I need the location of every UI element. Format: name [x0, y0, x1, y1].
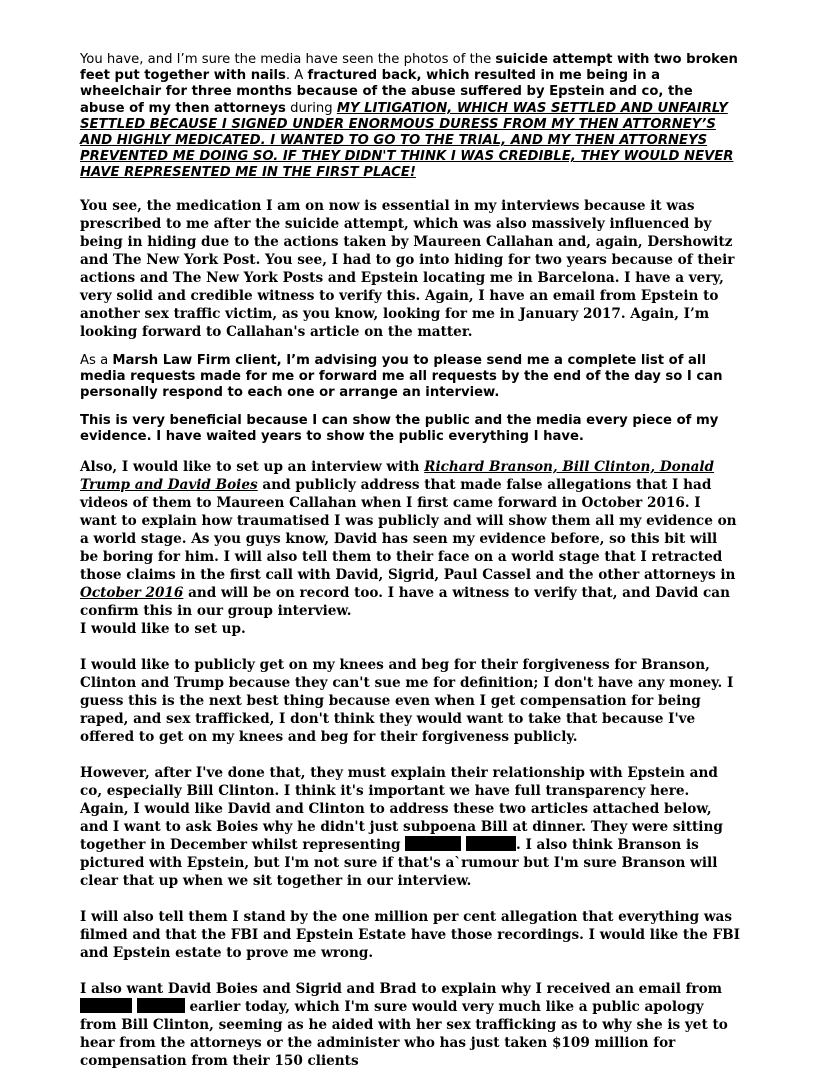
- text-run: As a: [80, 352, 113, 368]
- paragraph-forgiveness: I would like to publicly get on my knees and beg for their forgiveness for Branson, Clinton and Trump because they can't sue me for definition; I don't have any money. I guess this is the next best thing because even when I get compensation for being raped, and sex trafficked, I don't think they would want to take that because I've offered to get on my knees and beg for their forgiveness publicly.: [80, 656, 734, 745]
- paragraph-recordings: I will also tell them I stand by the one million per cent allegation that everything was filmed and that the FBI and Epstein Estate have those recordings. I would like the FBI and Epstein estate to prove me wrong.: [80, 908, 740, 961]
- redaction-box: [137, 998, 185, 1013]
- emphasis-litigation: MY LITIGATION, WHICH WAS SETTLED AND UNFAIRLY SETTLED BECAUSE I SIGNED UNDER ENORMOUS DURESS FROM MY THEN ATTORNEY’S AND HIGHLY MEDICATED. I WANTED TO GO TO THE TRIAL, AND MY THEN ATTORNEYS PREVENTED ME DOING SO. IF THEY DIDN'T THINK I WAS CREDIBLE, THEY WOULD NEVER HAVE REPRESENTED ME IN THE FIRST PLACE!: [80, 100, 734, 181]
- emphasis-names: Richard Branson, Bill Clinton, Donald Trump and David Boies: [80, 458, 715, 493]
- text-run: Also, I would like to set up an interview with: [80, 458, 425, 475]
- paragraph-interview: [80, 458, 740, 638]
- text-run: . A: [285, 68, 308, 84]
- emphasis-evidence: This is very beneficial because I can show the public and the media every piece of my evidence. I have waited years to show the public everything I have.: [80, 413, 719, 445]
- paragraph-evidence: [80, 413, 740, 445]
- paragraph-injuries: [80, 52, 740, 182]
- redaction-box: [405, 836, 461, 851]
- emphasis-suicide-attempt: suicide attempt with two broken feet put together with nails: [80, 52, 738, 84]
- text-run: during: [285, 100, 337, 116]
- text-run: You have, and I’m sure the media have seen the photos of the: [80, 52, 496, 67]
- redaction-box: [80, 998, 132, 1013]
- text-run: and will be on record too. I have a witness to verify that, and David can confirm this in our group interview.: [80, 584, 730, 619]
- paragraph-relationship: [80, 764, 740, 890]
- paragraph-medication: You see, the medication I am on now is essential in my interviews because it was prescribed to me after the suicide attempt, which was also massively influenced by being in hiding due to the actions taken by Maureen Callahan and, again, Dershowitz and The New York Post. You see, I had to go into hiding for two years because of their actions and The New York Posts and Epstein locating me in Barcelona. I have a very, very solid and credible witness to verify this. Again, I have an email from Epstein to another sex traffic victim, as you know, looking for me in January 2017. Again, I’m looking forward to Callahan's article on the matter.: [80, 197, 735, 340]
- redaction-box: [466, 836, 516, 851]
- text-run: earlier today, which I'm sure would very much like a public apology from Bill Clinton, seeming as he aided with her sex trafficking as to why she is yet to hear from the attorneys or the administer who has just taken $109 million for compensation from their 150 clients: [80, 998, 728, 1069]
- text-run: I would like to set up.: [80, 620, 246, 637]
- text-run: . I also think Branson is pictured with Epstein, but I'm not sure if that's a`rumour but I'm sure Branson will clear that up when we sit together in our interview.: [80, 836, 718, 889]
- text-run: I also want David Boies and Sigrid and Brad to explain why I received an email from: [80, 980, 723, 997]
- text-run: However, after I've done that, they must explain their relationship with Epstein and co, especially Bill Clinton. I think it's important we have full transparency here. Again, I would like David and Clinton to address these two articles attached below, and I want to ask Boies why he didn't just subpoena Bill at dinner. They were sitting together in December whilst representing: [80, 764, 723, 853]
- emphasis-fractured-back: fractured back, which resulted in me being in a wheelchair for three months because of the abuse suffered by Epstein and co, the abuse of my then attorneys: [80, 68, 693, 116]
- emphasis-marsh-law: Marsh Law Firm client, I’m advising you to please send me a complete list of all media requests made for me or forward me all requests by the end of the day so I can personally respond to each one or arrange an interview.: [80, 352, 723, 401]
- paragraph-media-requests: [80, 353, 740, 402]
- paragraph-email: [80, 980, 740, 1070]
- emphasis-date: October 2016: [80, 584, 184, 601]
- text-run: and publicly address that made false allegations that I had videos of them to Maureen Callahan when I first came forward in October 2016. I want to explain how traumatised I was publicly and will show them all my evidence on a world stage. As you guys know, David has seen my evidence before, so this bit will be boring for him. I will also tell them to their face on a world stage that I retracted those claims in the first call with David, Sigrid, Paul Cassel and the other attorneys in: [80, 476, 737, 583]
- letter-body: [80, 52, 740, 1070]
